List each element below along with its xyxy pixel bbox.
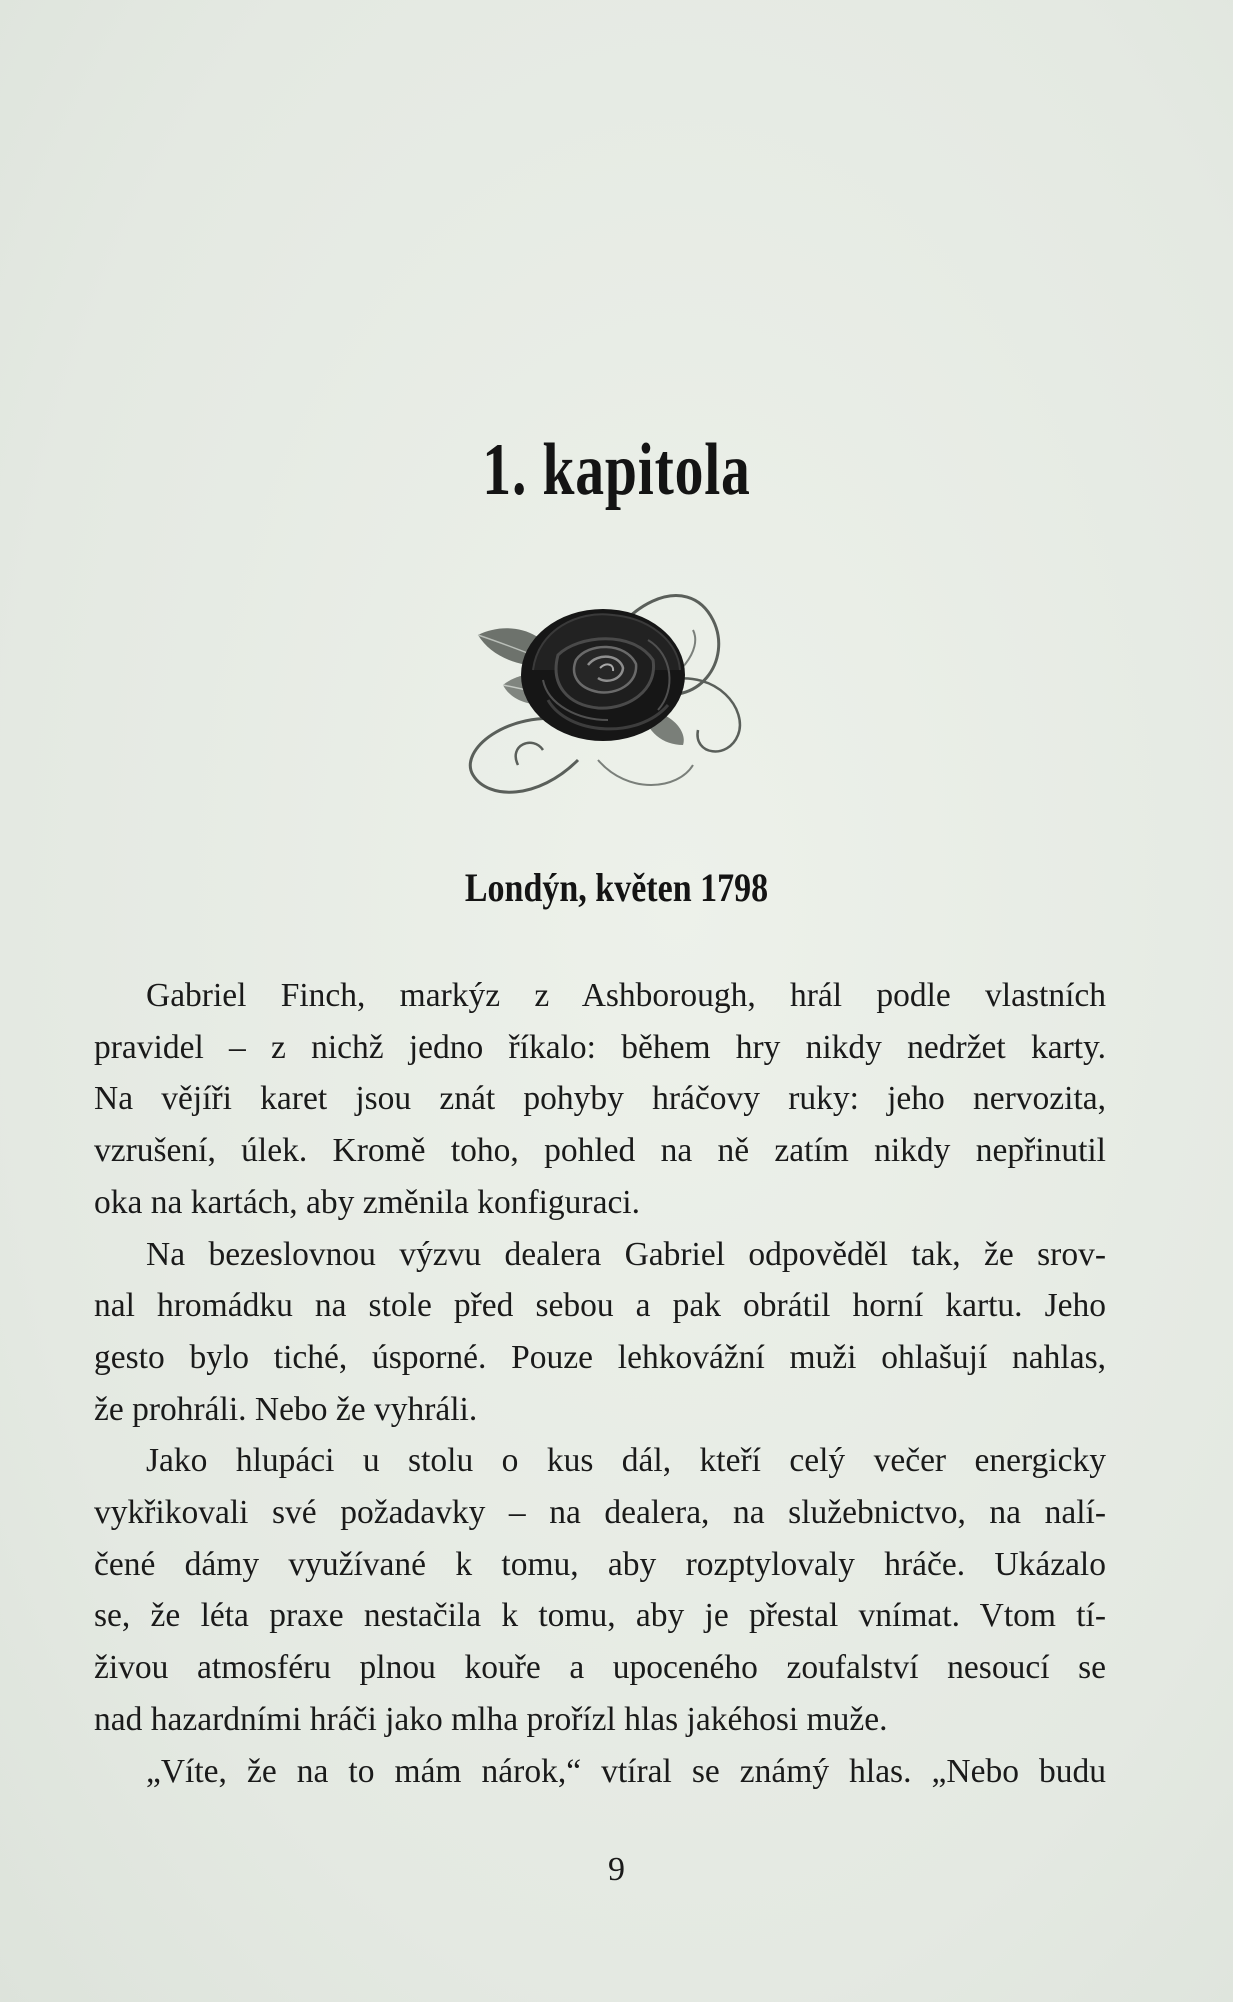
text-line: se, že léta praxe nestačila k tomu, aby je přestal vnímat. Vtom tí- [94, 1597, 1106, 1635]
text-line: oka na kartách, aby změnila konfiguraci. [94, 1183, 640, 1221]
text-line: „Víte, že na to mám nárok,“ vtíral se známý hlas. „Nebo budu [146, 1752, 1106, 1790]
text-line: Jako hlupáci u stolu o kus dál, kteří celý večer energicky [146, 1442, 1106, 1480]
text-line: čené dámy využívané k tomu, aby rozptylovaly hráče. Ukázalo [94, 1545, 1106, 1583]
text-line: gesto bylo tiché, úsporné. Pouze lehkovážní muži ohlašují nahlas, [94, 1338, 1106, 1376]
chapter-title: 1. kapitola [482, 429, 751, 511]
text-line: nad hazardními hráči jako mlha prořízl hlas jakéhosi muže. [94, 1700, 888, 1738]
page-number: 9 [608, 1851, 625, 1888]
text-line: živou atmosféru plnou kouře a upoceného zoufalství nesoucí se [94, 1649, 1106, 1687]
text-line: nal hromádku na stole před sebou a pak obrátil horní kartu. Jeho [94, 1287, 1106, 1325]
text-line: Na vějíři karet jsou znát pohyby hráčovy ruky: jeho nervozita, [94, 1080, 1106, 1118]
text-line: že prohráli. Nebo že vyhráli. [94, 1390, 478, 1428]
place-date-heading: Londýn, květen 1798 [464, 865, 769, 910]
rose-ornament-icon [448, 560, 768, 800]
text-line: vzrušení, úlek. Kromě toho, pohled na ně zatím nikdy nepřinutil [94, 1132, 1106, 1170]
text-line: Na bezeslovnou výzvu dealera Gabriel odpověděl tak, že srov- [146, 1235, 1106, 1273]
text-line: Gabriel Finch, markýz z Ashborough, hrál podle vlastních [146, 977, 1106, 1014]
chapter-body [94, 970, 1106, 1797]
text-line: pravidel – z nichž jedno říkalo: během hry nikdy nedržet karty. [94, 1028, 1106, 1066]
text-line: vykřikovali své požadavky – na dealera, na služebnictvo, na nalí- [94, 1494, 1106, 1532]
